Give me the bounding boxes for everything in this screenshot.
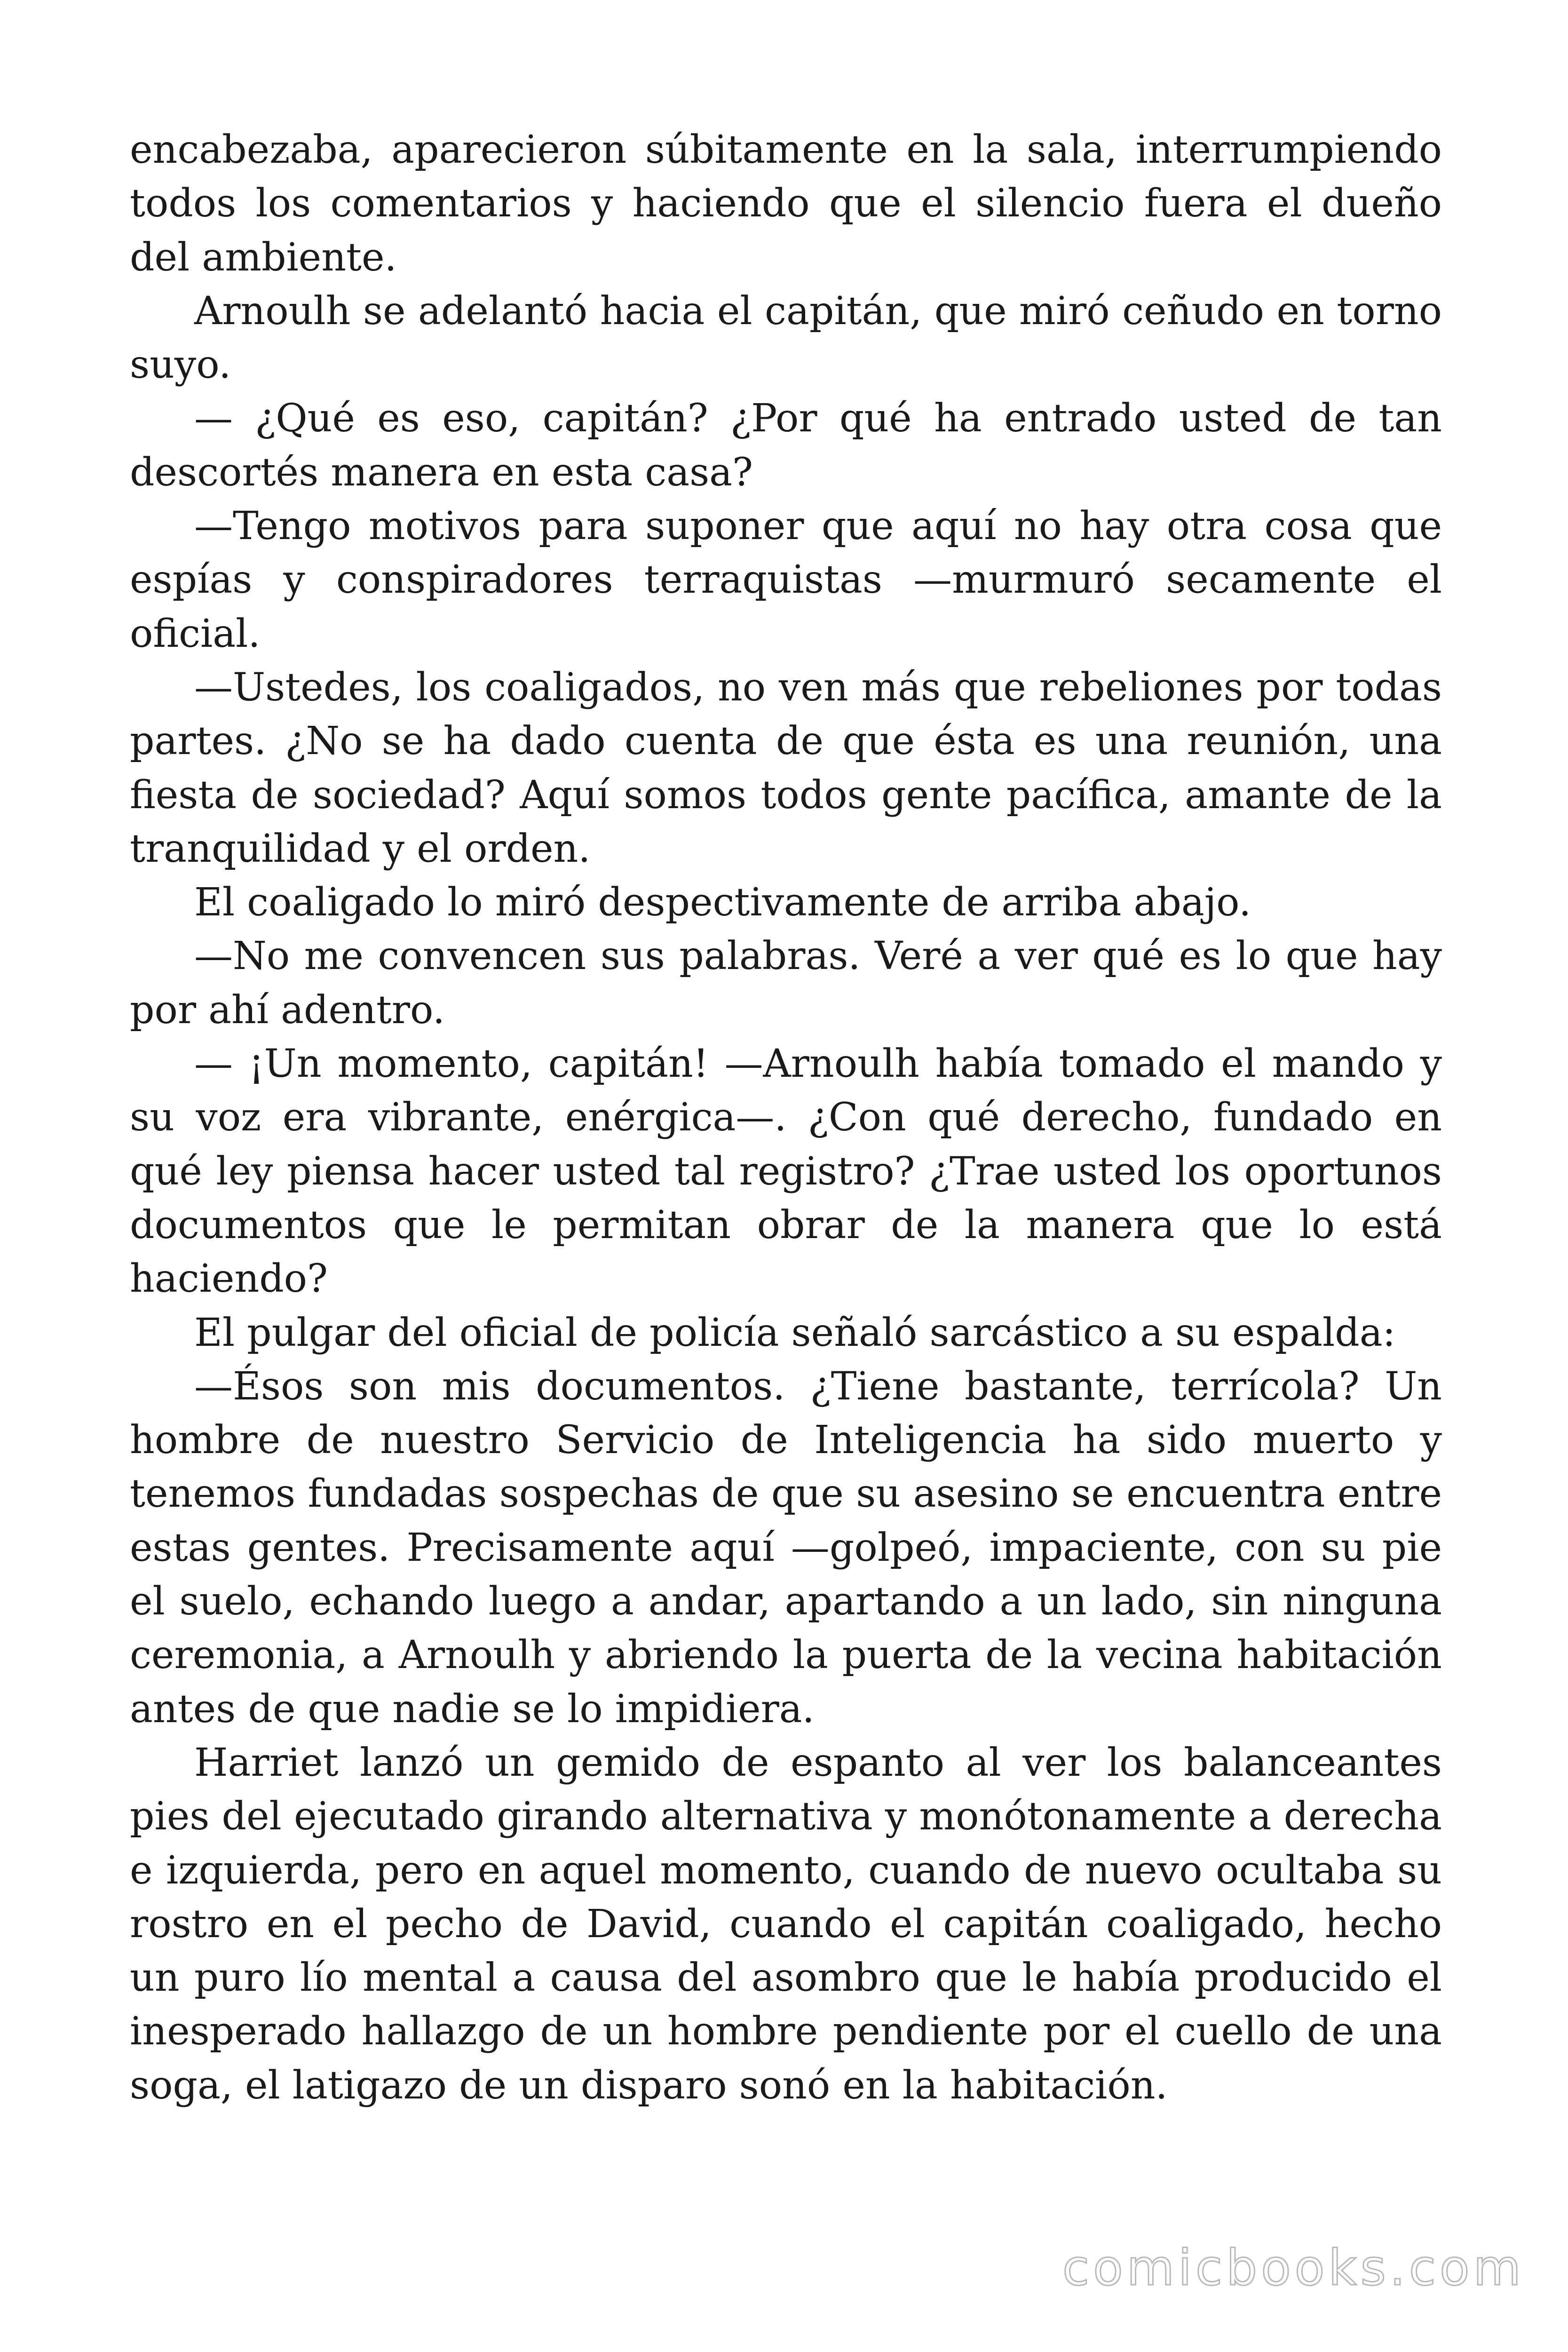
- paragraph: —Tengo motivos para suponer que aquí no hay otra cosa que espías y conspiradores terraquistas —murmuró secamente el oficial.: [130, 504, 1442, 656]
- paragraph: Arnoulh se adelantó hacia el capitán, que miró ceñudo en torno suyo.: [130, 288, 1442, 388]
- paragraph: — ¿Qué es eso, capitán? ¿Por qué ha entrado usted de tan descortés manera en esta casa?: [130, 396, 1442, 495]
- watermark-logo: comicbooks.com: [1062, 2239, 1525, 2296]
- paragraph: encabezaba, aparecieron súbitamente en la sala, interrumpiendo todos los comentarios y haciendo que el silencio fuera el dueño del ambiente.: [130, 127, 1442, 280]
- paragraph: —Ésos son mis documentos. ¿Tiene bastante, terrícola? Un hombre de nuestro Servicio de Inteligencia ha sido muerto y tenemos fundadas sospechas de que su asesino se encuentra entre estas gentes. Precisamente aquí —golpeó, impaciente, con su pie el suelo, echando luego a andar, apartando a un lado, sin ninguna ceremonia, a Arnoulh y abriendo la puerta de la vecina habitación antes de que nadie se lo impidiera.: [130, 1364, 1442, 1732]
- paragraph: Harriet lanzó un gemido de espanto al ver los balanceantes pies del ejecutado girando alternativa y monótonamente a derecha e izquierda, pero en aquel momento, cuando de nuevo ocultaba su rostro en el pecho de David, cuando el capitán coaligado, hecho un puro lío mental a causa del asombro que le había producido el inesperado hallazgo de un hombre pendiente por el cuello de una soga, el latigazo de un disparo sonó en la habitación.: [130, 1740, 1442, 2108]
- paragraph: —Ustedes, los coaligados, no ven más que rebeliones por todas partes. ¿No se ha dado cuenta de que ésta es una reunión, una fiesta de sociedad? Aquí somos todos gente pacífica, amante de la tranquilidad y el orden.: [130, 665, 1442, 871]
- paragraph: — ¡Un momento, capitán! —Arnoulh había tomado el mando y su voz era vibrante, enérgica—. ¿Con qué derecho, fundado en qué ley piensa hacer usted tal registro? ¿Trae usted los oportunos documentos que le permitan obrar de la manera que lo está haciendo?: [130, 1041, 1442, 1302]
- paragraph: El pulgar del oficial de policía señaló sarcástico a su espalda:: [194, 1310, 1396, 1355]
- paragraph: —No me convencen sus palabras. Veré a ver qué es lo que hay por ahí adentro.: [130, 934, 1442, 1033]
- paragraph: El coaligado lo miró despectivamente de arriba abajo.: [194, 880, 1251, 925]
- body-text: [130, 123, 1442, 2113]
